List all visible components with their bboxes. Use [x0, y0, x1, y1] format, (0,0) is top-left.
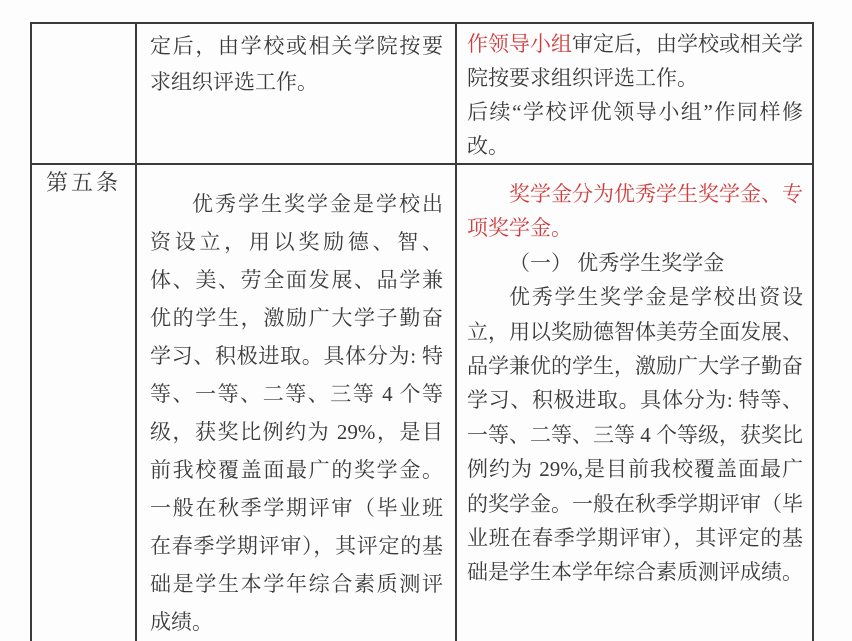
- text-segment: 定后，由学校或相关学院按要求组织评选工作。: [150, 34, 443, 94]
- table-row-continuation: [31, 23, 813, 164]
- text-segment: （一） 优秀学生奖学金: [509, 250, 725, 275]
- original-text-cell: [136, 164, 456, 641]
- revision-highlight-text: 作领导小组: [467, 32, 572, 56]
- text-segment: 后续“学校评优领导小组”作同样修改。: [467, 100, 803, 158]
- paragraph: [467, 280, 803, 590]
- original-text-cell: [136, 23, 456, 164]
- revision-comparison-table: [30, 22, 814, 641]
- text-segment: 审定后，由学校或相关学院按要求组织评选工作。: [467, 32, 803, 90]
- paragraph: [467, 177, 803, 246]
- revised-text-cell: [456, 164, 813, 641]
- article-label-cell: 第五条: [31, 164, 136, 641]
- revision-highlight-text: 奖学金分为优秀学生奖学金、专项奖学金。: [467, 182, 803, 241]
- table-row-article-5: [31, 164, 813, 641]
- article-label-cell: [31, 23, 136, 164]
- paragraph: [467, 95, 803, 163]
- paragraph: [150, 185, 443, 641]
- paragraph: [150, 28, 443, 100]
- paragraph: [467, 246, 803, 280]
- paragraph: [467, 27, 803, 95]
- text-segment: 优秀学生奖学金是学校出资设立，用以奖励德、智、体、美、劳全面发展、品学兼优的学生，激励广大学子勤奋学习、积极进取。具体分为: 特等、一等、二等、三等 4 个等级，获奖比例约为 29%，是目前我校覆盖面最广的奖学金。一般在秋季学期评审（毕业班在春季学期评审），其评定的基础是学生本学年综合素质测评成绩。: [150, 192, 443, 634]
- text-segment: 优秀学生奖学金是学校出资设立，用以奖励德智体美劳全面发展、品学兼优的学生，激励广大学子勤奋学习、积极进取。具体分为: 特等、一等、二等、三等 4 个等级，获奖比例约为 29%,是目前我校覆盖面最广的奖学金。一般在秋季学期评审（毕业班在春季学期评审），其评定的基础是学生本学年综合素质测评成绩。: [467, 285, 803, 585]
- revised-text-cell: [456, 23, 813, 164]
